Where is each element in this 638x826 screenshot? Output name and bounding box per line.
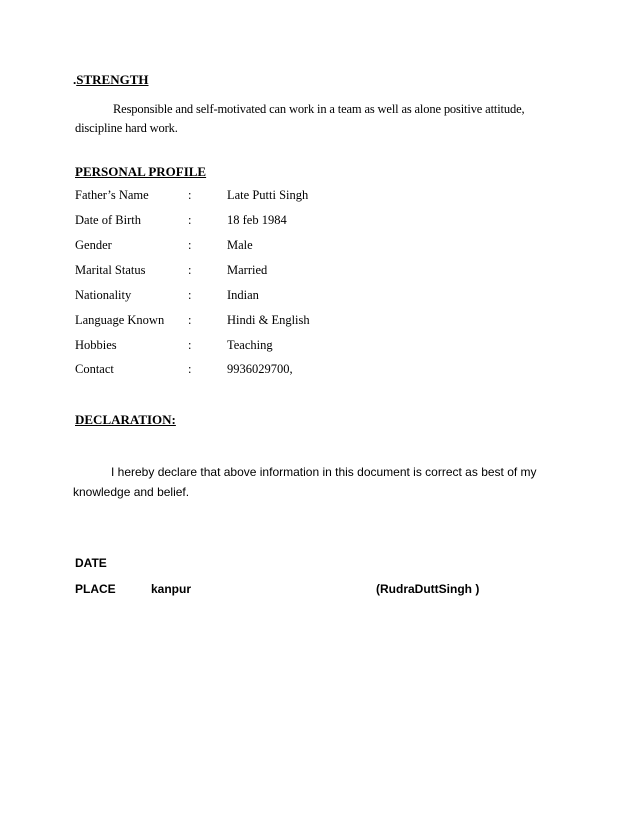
- signature-name: (RudraDuttSingh ): [376, 582, 480, 596]
- profile-separator: :: [188, 288, 192, 302]
- profile-value: Late Putti Singh: [227, 188, 309, 202]
- profile-separator: :: [188, 263, 192, 277]
- profile-label: Gender: [75, 238, 112, 252]
- profile-row-fathers-name: [75, 188, 475, 206]
- profile-value: 9936029700,: [227, 362, 293, 376]
- place-value: kanpur: [151, 582, 192, 596]
- profile-separator: :: [188, 362, 192, 376]
- profile-label: Language Known: [75, 313, 165, 327]
- profile-row-marital-status: [75, 263, 475, 281]
- declaration-text: I hereby declare that above information in this document is correct as best of my knowledge and belief.: [73, 465, 537, 499]
- profile-row-date-of-birth: [75, 213, 475, 231]
- profile-label: Contact: [75, 362, 114, 376]
- strength-heading-text: STRENGTH: [76, 72, 149, 87]
- profile-separator: :: [188, 338, 192, 352]
- profile-value: Teaching: [227, 338, 273, 352]
- profile-value: 18 feb 1984: [227, 213, 287, 227]
- profile-label: Marital Status: [75, 263, 146, 277]
- profile-label: Hobbies: [75, 338, 117, 352]
- profile-row-nationality: [75, 288, 475, 306]
- profile-row-hobbies: [75, 338, 475, 356]
- profile-label: Nationality: [75, 288, 132, 302]
- profile-value: Hindi & English: [227, 313, 310, 327]
- profile-label: Father’s Name: [75, 188, 149, 202]
- profile-separator: :: [188, 213, 192, 227]
- profile-separator: :: [188, 238, 192, 252]
- profile-value: Male: [227, 238, 253, 252]
- profile-row-language-known: [75, 313, 475, 331]
- declaration-heading: DECLARATION:: [75, 412, 176, 427]
- profile-row-gender: [75, 238, 475, 256]
- profile-separator: :: [188, 188, 192, 202]
- profile-value: Married: [227, 263, 268, 277]
- strength-text: Responsible and self-motivated can work in a team as well as alone positive attitude, discipline hard work.: [75, 102, 525, 135]
- profile-separator: :: [188, 313, 192, 327]
- strength-heading-prefix: .: [73, 72, 77, 87]
- profile-row-contact: [75, 362, 475, 380]
- profile-label: Date of Birth: [75, 213, 141, 227]
- strength-heading: [73, 72, 149, 88]
- profile-value: Indian: [227, 288, 259, 302]
- personal-profile-heading: PERSONAL PROFILE: [75, 164, 207, 179]
- place-label: PLACE: [75, 582, 116, 596]
- date-label: DATE: [75, 556, 107, 570]
